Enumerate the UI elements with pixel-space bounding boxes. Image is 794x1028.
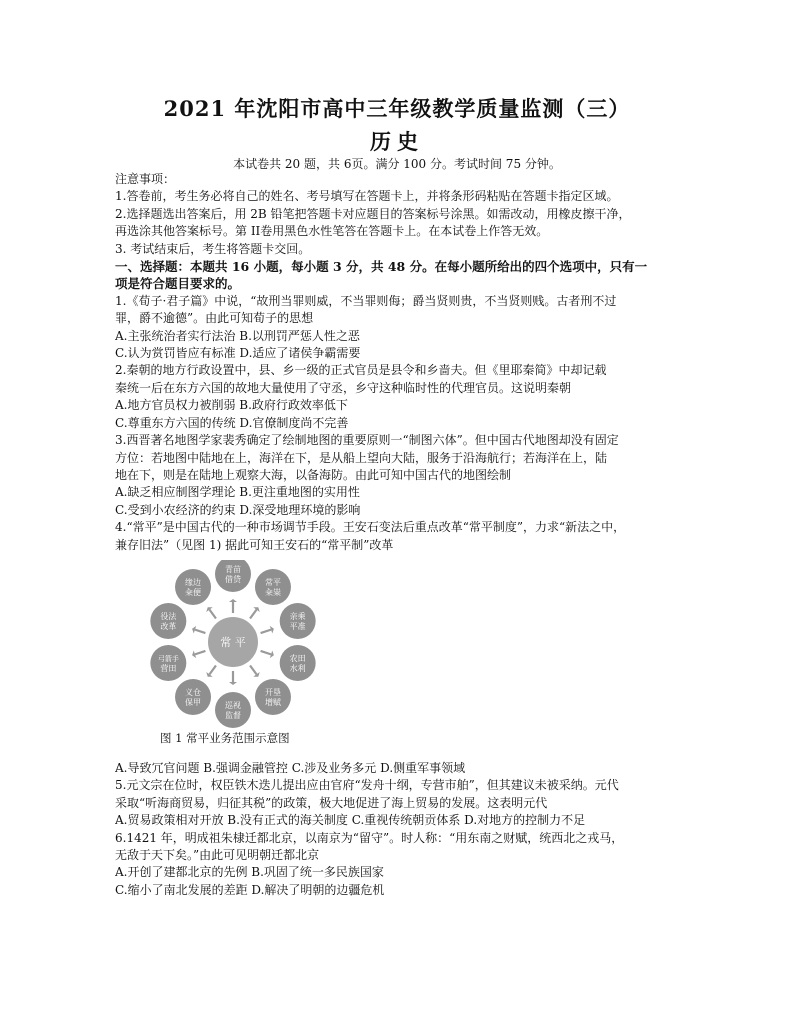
diagram-node: [255, 679, 291, 715]
diagram-node: [150, 645, 186, 681]
exam-intro: 本试卷共 20 题，共 6页。满分 100 分。考试时间 75 分钟。: [233, 157, 561, 171]
note-line: 1.答卷前，考生务必将自己的姓名、考号填写在答题卡上，并将条形码粘贴在答题卡指定区域。: [115, 189, 619, 204]
diagram-arrow-head: [229, 599, 237, 602]
diagram-arrow: [250, 665, 256, 674]
diagram-node-label: 营田: [160, 663, 177, 673]
diagram-node-label: 籴便: [185, 587, 202, 597]
question-line: 地在下，则是在陆地上观察大海，以备海防。由此可知中国古代的地图绘制: [115, 467, 512, 482]
question-line: 兼存旧法”（见图 1) 据此可知王安石的“常平制”改革: [115, 537, 394, 552]
diagram-arrow: [261, 630, 271, 633]
diagram-node: [175, 679, 211, 715]
note-line: 再选涂其他答案标号。第 II卷用黑色水性笔答在答题卡上。在本试卷上作答无效。: [115, 224, 549, 239]
question-line: 罪，爵不逾德”。由此可知荀子的思想: [115, 311, 314, 326]
exam-title: 2021 年沈阳市高中三年级教学质量监测（三）: [163, 96, 631, 121]
figure-caption: 图 1 常平业务范围示意图: [160, 730, 290, 745]
diagram-node-label: 籴粜: [264, 587, 281, 597]
answer-options: C.缩小了南北发展的差距 D.解决了明朝的边疆危机: [115, 882, 385, 897]
answer-options: A.开创了建都北京的先例 B.巩固了统一多民族国家: [115, 865, 384, 880]
diagram-node-label: 农田: [289, 653, 306, 663]
questions-lower: [115, 760, 683, 899]
question-line: 5.元文宗在位时，权臣铁木迭儿提出应由官府“发舟十纲，专营市舶”，但其建议未被采纳。元代: [115, 778, 619, 793]
answer-options: C.认为赏罚皆应有标准 D.适应了诸侯争霸需要: [115, 346, 361, 361]
answer-options: A.导致冗官问题 B.强调金融管控 C.涉及业务多元 D.侧重军事领域: [115, 760, 466, 775]
diagram-node-label: 亲乘: [289, 611, 306, 621]
note-line: 2.选择题选出答案后，用 2B 铅笔把答题卡对应题目的答案标号涂黑。如需改动，用橡皮擦干净，: [115, 206, 631, 221]
answer-options: A.主张统治者实行法治 B.以刑罚严惩人性之恶: [115, 328, 360, 343]
exam-subject: 历史: [370, 129, 424, 154]
question-line: 6.1421 年，明成祖朱棣迁都北京，以南京为“留守”。时人称：“用东南之财赋，统西北之戎马，: [115, 830, 624, 845]
answer-options: C.尊重东方六国的传统 D.官僚制度尚不完善: [115, 415, 349, 430]
changping-diagram: [115, 560, 375, 728]
notes-title: 注意事项：: [115, 172, 176, 186]
diagram-node: [255, 569, 291, 605]
diagram-node-label: 义仓: [185, 687, 202, 697]
question-line: 1.《荀子·君子篇》中说，“故刑当罪则威，不当罪则侮；爵当贤则贵，不当贤则贱。古者刑不过: [115, 293, 617, 308]
changping-figure: [115, 560, 683, 754]
answer-options: A.缺乏相应制图学理论 B.更注重地图的实用性: [115, 485, 360, 500]
diagram-node-label: 水利: [289, 663, 306, 673]
diagram-node-label: 保甲: [185, 697, 202, 707]
answer-options: C.受到小农经济的约束 D.深受地理环境的影响: [115, 502, 361, 517]
answer-options: A.贸易政策相对开放 B.没有正式的海关制度 C.重视传统朝贡体系 D.对地方的控制力不足: [115, 813, 586, 828]
diagram-node: [150, 603, 186, 639]
diagram-node: [175, 569, 211, 605]
diagram-node-label: 改革: [160, 621, 177, 631]
diagram-node-label: 常平: [264, 577, 281, 587]
question-line: 无敌于天下矣。”由此可见明朝迁都北京: [115, 847, 320, 862]
diagram-node: [215, 560, 251, 592]
diagram-node-label: 缘边: [185, 577, 202, 587]
exam-body: [115, 171, 683, 899]
section-heading: 项是符合题目要求的。: [115, 276, 241, 292]
diagram-arrow: [195, 651, 205, 654]
diagram-arrow: [261, 651, 271, 654]
questions-upper: [115, 293, 683, 554]
diagram-center-label: 常 平: [220, 635, 246, 649]
diagram-arrow: [250, 610, 256, 619]
diagram-node-label: 青苗: [225, 564, 241, 574]
question-line: 4.“常平”是中国古代的一种市场调节手段。王安石变法后重点改革“常平制度”，力求“新法之中，: [115, 520, 626, 535]
diagram-node-label: 借贷: [225, 574, 241, 584]
diagram-node-label: 役法: [160, 611, 177, 621]
diagram-node: [215, 692, 251, 728]
question-line: 方位：若地图中陆地在上，海洋在下，是从船上望向大陆，服务于沿海航行；若海洋在上，陆: [115, 450, 608, 465]
answer-options: A.地方官员权力被削弱 B.政府行政效率低下: [115, 398, 348, 413]
diagram-arrow-head: [229, 682, 237, 685]
diagram-node: [280, 645, 316, 681]
diagram-arrow: [195, 630, 205, 633]
diagram-node-label: 开垦: [264, 687, 281, 697]
question-line: 秦统一后在东方六国的故地大量使用了守丞，乡守这种临时性的代理官员。这说明秦朝: [115, 380, 572, 395]
diagram-node-label: 平准: [289, 621, 306, 631]
diagram-node-label: 弓箭手: [157, 654, 179, 663]
diagram-node: [280, 603, 316, 639]
question-line: 3.西晋著名地图学家裴秀确定了绘制地图的重要原则一“制图六体”。但中国古代地图却没有固定: [115, 433, 619, 448]
diagram-node-label: 监督: [225, 710, 241, 720]
note-line: 3. 考试结束后，考生将答题卡交回。: [115, 241, 311, 256]
section-heading: 一、选择题：本题共 16 小题，每小题 3 分，共 48 分。在每小题所给出的四个选项中，只有一: [115, 259, 648, 275]
diagram-arrow: [209, 610, 215, 619]
question-line: 2.秦朝的地方行政设置中，县、乡一级的正式官员是县令和乡啬夫。但《里耶秦简》中却记载: [115, 363, 607, 378]
diagram-node-label: 巡视: [225, 700, 241, 710]
diagram-arrow: [209, 665, 215, 674]
diagram-node-label: 增赋: [264, 697, 281, 707]
question-line: 采取“听海商贸易，归征其税”的政策，极大地促进了海上贸易的发展。这表明元代: [115, 795, 548, 810]
